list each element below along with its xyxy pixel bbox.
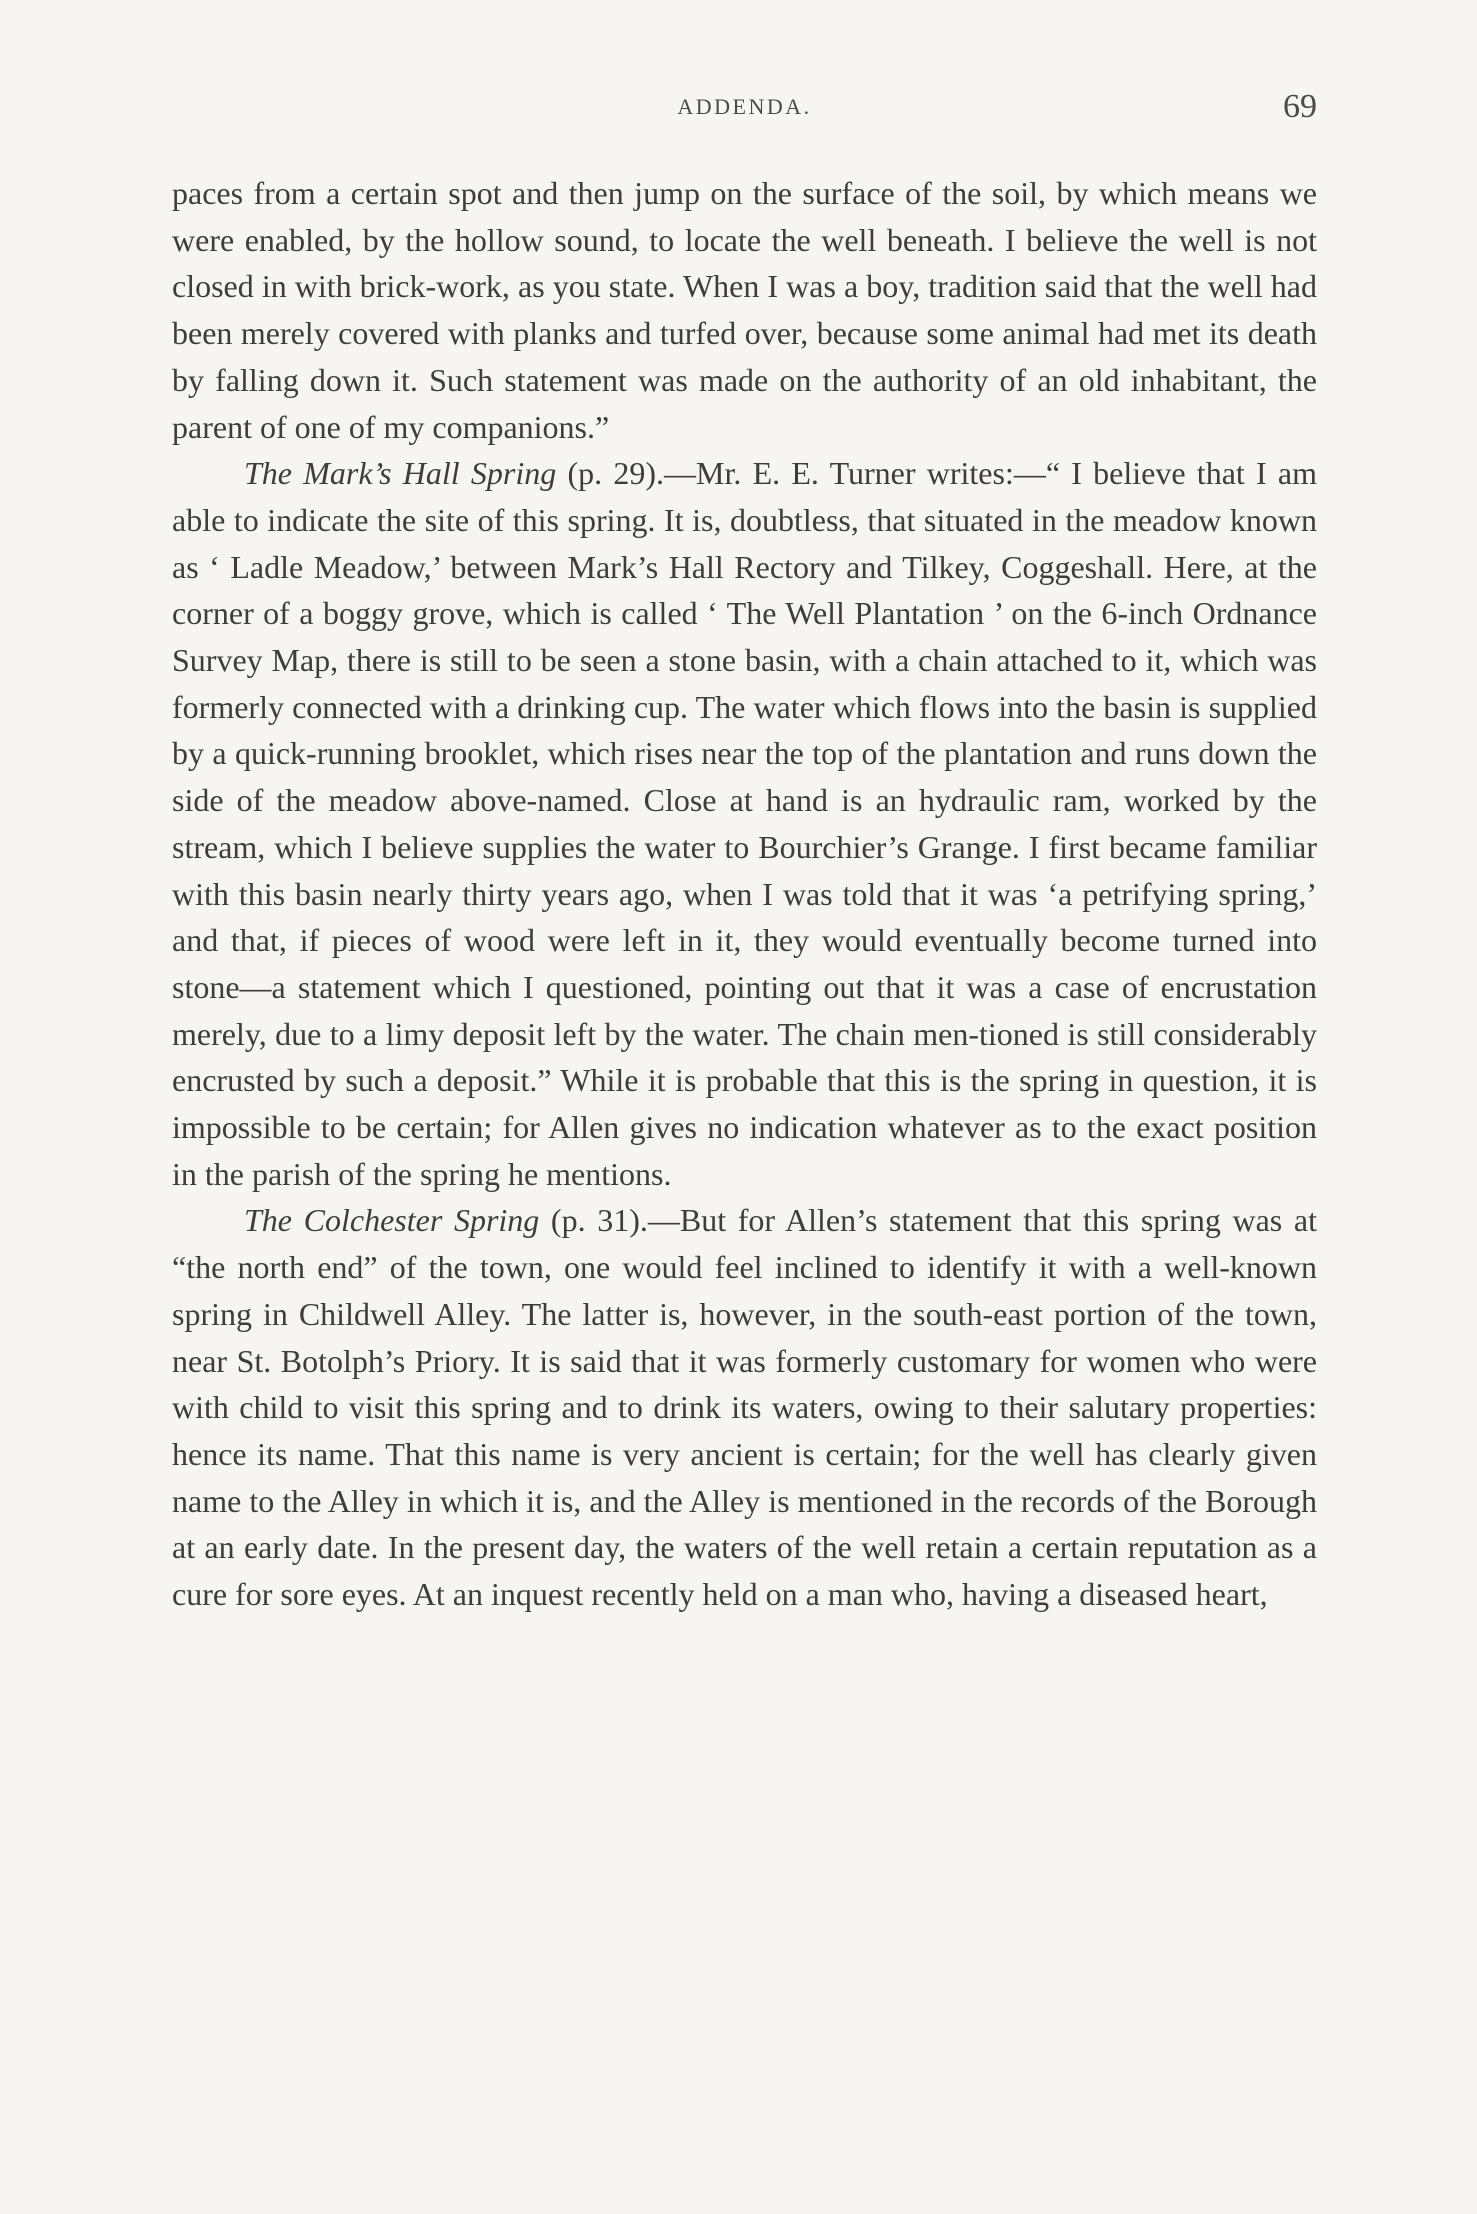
page-number: 69 — [1283, 88, 1317, 125]
paragraph-colchester-spring — [172, 1197, 1317, 1617]
body-text — [172, 170, 1317, 1618]
paragraph-text: (p. 31).—But for Allen’s statement that this spring was at “the north end” of the town, one would feel inclined to identify it with a well-known spring in Childwell Alley. The latter is, however, in the south-east portion of the town, near St. Botolph’s Priory. It is said that it was formerly customary for women who were with child to visit this spring and to drink its waters, owing to their salutary properties: hence its name. That this name is very ancient is certain; for the well has clearly given name to the Alley in which it is, and the Alley is mentioned in the records of the Borough at an early date. In the present day, the waters of the well retain a certain reputation as a cure for sore eyes. At an inquest recently held on a man who, having a diseased heart, — [172, 1202, 1317, 1613]
running-head — [172, 88, 1317, 132]
paragraph-text: paces from a certain spot and then jump on the surface of the soil, by which means we were enabled, by the hollow sound, to locate the well beneath. I believe the well is not closed in with brick-work, as you state. When I was a boy, tradition said that the well had been merely covered with planks and turfed over, because some animal had met its death by falling down it. Such statement was made on the authority of an old inhabitant, the parent of one of my companions.” — [172, 175, 1317, 445]
section-title-marks-hall-spring: The Mark’s Hall Spring — [244, 455, 557, 492]
running-title: ADDENDA. — [677, 94, 812, 119]
paragraph-text: (p. 29).—Mr. E. E. Turner writes:—“ I believe that I am able to indicate the site of this spring. It is, doubtless, that situated in the meadow known as ‘ Ladle Meadow,’ between Mark’s Hall Rectory and Tilkey, Coggeshall. Here, at the corner of a boggy grove, which is called ‘ The Well Plantation ’ on the 6-inch Ordnance Survey Map, there is still to be seen a stone basin, with a chain attached to it, which was formerly connected with a drinking cup. The water which flows into the basin is supplied by a quick-running brooklet, which rises near the top of the plantation and runs down the side of the meadow above-named. Close at hand is an hydraulic ram, worked by the stream, which I believe supplies the water to Bourchier’s Grange. I first became familiar with this basin nearly thirty years ago, when I was told that it was ‘a petrifying spring,’ and that, if pieces of wood were left in it, they would eventually become turned into stone—a statement which I questioned, pointing out that it was a case of encrustation merely, due to a limy deposit left by the water. The chain men-tioned is still considerably encrusted by such a deposit.” While it is probable that this is the spring in question, it is impossible to be certain; for Allen gives no indication whatever as to the exact position in the parish of the spring he mentions. — [172, 455, 1317, 1192]
paragraph-marks-hall-spring — [172, 450, 1317, 1197]
paragraph-continuation — [172, 170, 1317, 450]
section-title-colchester-spring: The Colchester Spring — [244, 1202, 540, 1239]
